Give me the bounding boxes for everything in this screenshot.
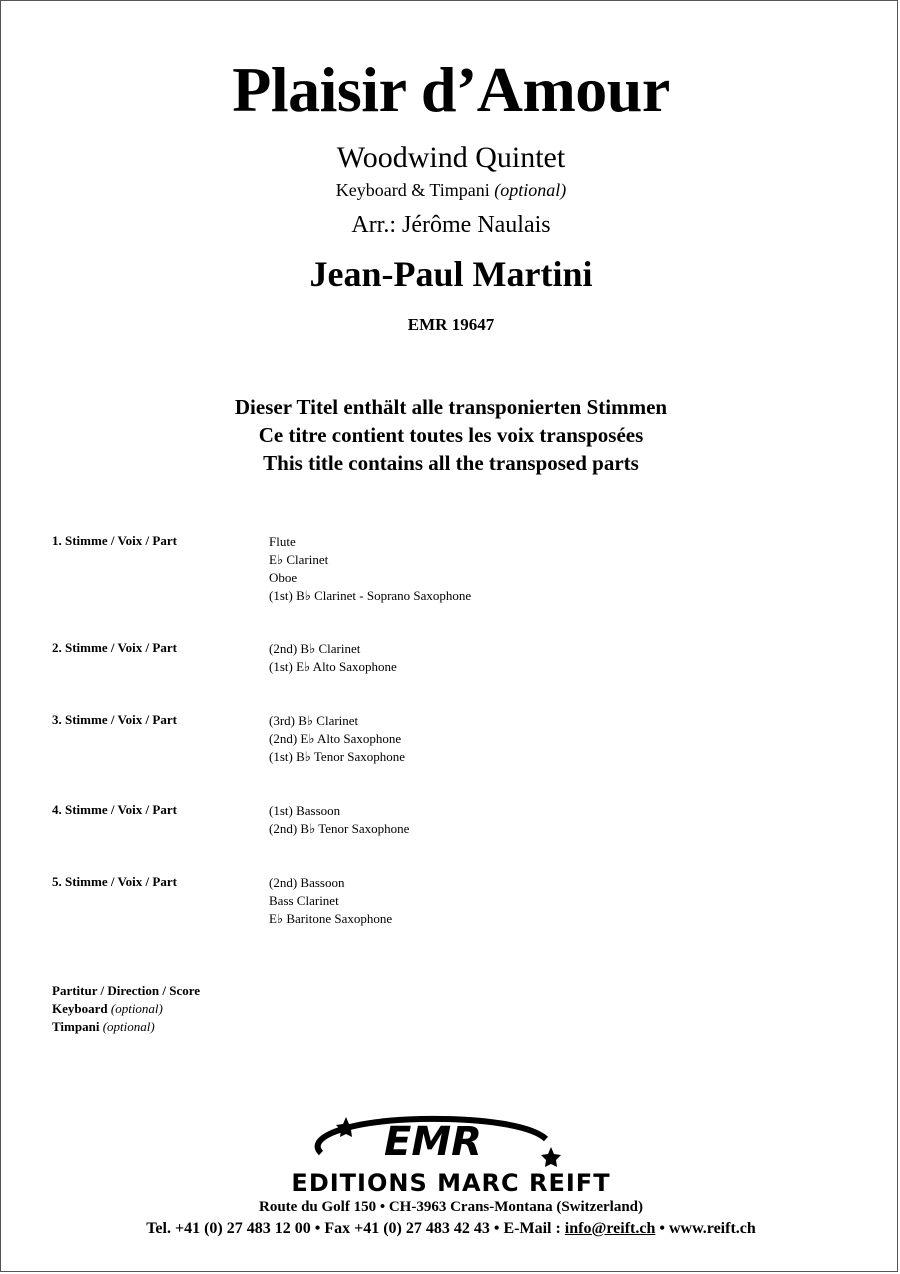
website[interactable]: • www.reift.ch <box>659 1220 756 1237</box>
arranger: Arr.: Jérôme Naulais <box>351 212 551 238</box>
part-label: 4. Stimme / Voix / Part <box>52 802 177 817</box>
part-instruments <box>269 533 471 605</box>
instrument-name: (1st) B♭ Clarinet - Soprano Saxophone <box>269 588 472 603</box>
instrument-name: E♭ Baritone Saxophone <box>269 911 393 926</box>
logo-text: EMR <box>384 1119 482 1165</box>
part-instruments <box>269 802 409 838</box>
instrument-name: (2nd) E♭ Alto Saxophone <box>269 731 402 746</box>
contact-line <box>1 1220 900 1238</box>
part-label: 3. Stimme / Voix / Part <box>52 712 177 727</box>
part-instruments <box>269 874 392 928</box>
extra-parts <box>52 982 200 1036</box>
notice-german: Dieser Titel enthält alle transponierten Stimmen <box>234 395 668 419</box>
part-label: 1. Stimme / Voix / Part <box>52 533 177 548</box>
phone-fax: Tel. +41 (0) 27 483 12 00 • Fax +41 (0) 27 483 42 43 • E-Mail : <box>146 1220 561 1237</box>
notice-english: This title contains all the transposed parts <box>263 451 639 475</box>
keyboard-label: Keyboard <box>52 1001 108 1016</box>
instrument-name: (1st) B♭ Tenor Saxophone <box>269 749 406 764</box>
score-label: Partitur / Direction / Score <box>52 983 201 998</box>
instrument-name: (1st) E♭ Alto Saxophone <box>269 659 397 674</box>
instrument-name: E♭ Clarinet <box>269 552 329 567</box>
instrument-name: (2nd) Bassoon <box>269 875 345 890</box>
instrument-name: (1st) Bassoon <box>269 803 341 818</box>
timpani-optional: (optional) <box>102 1019 155 1034</box>
composer: Jean-Paul Martini <box>309 254 593 294</box>
instrumentation-line <box>1 180 900 201</box>
piece-title: Plaisir d’Amour <box>232 54 670 125</box>
publisher-name: EDITIONS MARC REIFT <box>291 1169 611 1197</box>
part-instruments <box>269 640 397 676</box>
notice-french: Ce titre contient toutes les voix transposées <box>258 423 644 447</box>
instrumentation-text: Keyboard & Timpani <box>335 180 490 200</box>
timpani-label: Timpani <box>52 1019 100 1034</box>
keyboard-optional: (optional) <box>110 1001 163 1016</box>
publisher-address: Route du Golf 150 • CH-3963 Crans-Montana (Switzerland) <box>259 1199 643 1215</box>
instrument-name: (2nd) B♭ Clarinet <box>269 641 361 656</box>
instrument-name: (3rd) B♭ Clarinet <box>269 713 359 728</box>
emr-logo <box>301 1109 571 1169</box>
transposition-notice <box>1 393 900 477</box>
instrument-name: Oboe <box>269 570 298 585</box>
catalog-number: EMR 19647 <box>407 315 495 334</box>
email-link[interactable]: info@reift.ch <box>564 1220 656 1237</box>
instrument-name: Flute <box>269 534 296 549</box>
part-label: 2. Stimme / Voix / Part <box>52 640 177 655</box>
part-label: 5. Stimme / Voix / Part <box>52 874 177 889</box>
star-icon <box>336 1117 356 1137</box>
optional-note: (optional) <box>494 180 567 200</box>
instrument-name: Bass Clarinet <box>269 893 339 908</box>
instrument-name: (2nd) B♭ Tenor Saxophone <box>269 821 410 836</box>
part-instruments <box>269 712 405 766</box>
ensemble-subtitle: Woodwind Quintet <box>336 141 566 174</box>
star-icon <box>541 1147 561 1167</box>
